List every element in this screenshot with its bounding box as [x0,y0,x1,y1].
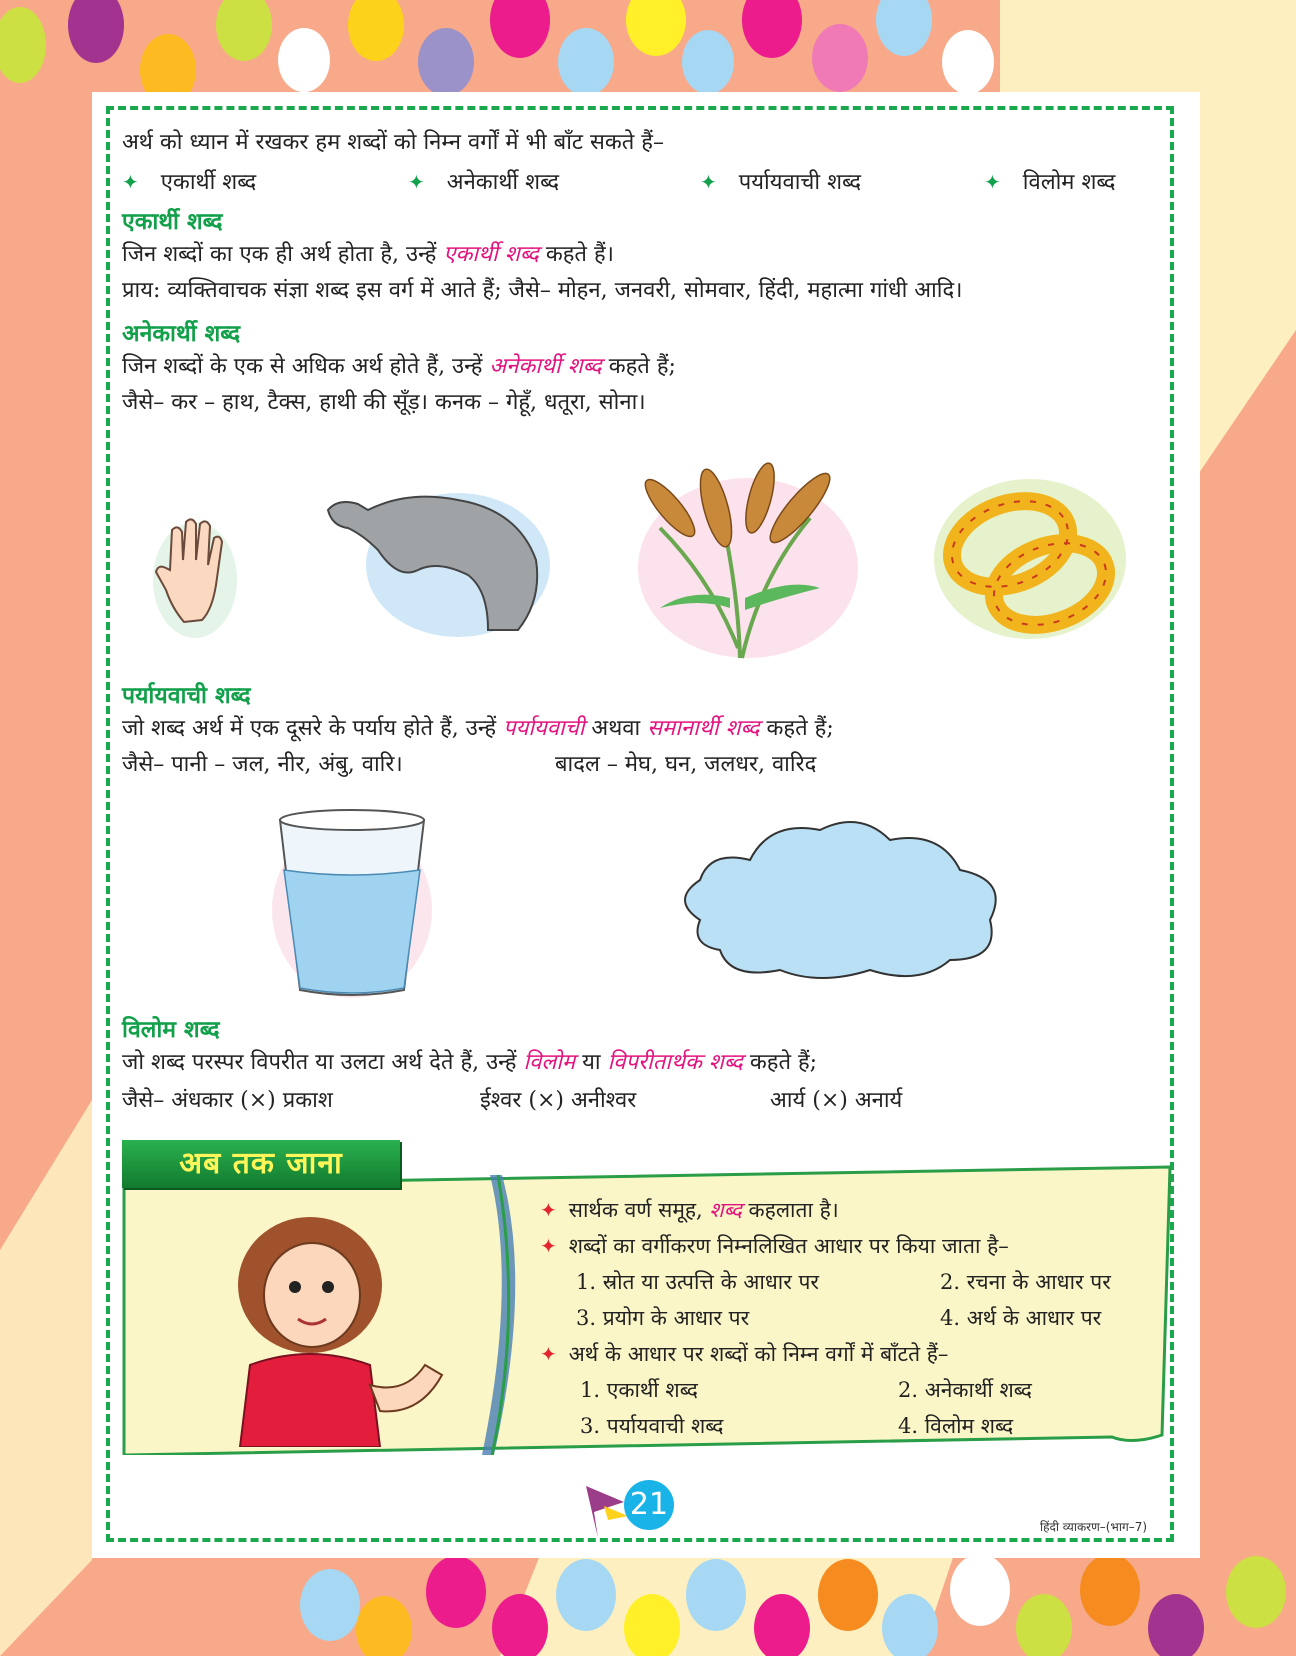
paryayvachi-definition: जो शब्द अर्थ में एक दूसरे के पर्याय होते हैं, उन्हें पर्यायवाची अथवा समानार्थी शब्द कहते हैं; [122,716,834,741]
wheat-illustration [620,448,876,664]
recap-point-2-item-3: 3. प्रयोग के आधार पर [576,1306,750,1330]
paryayvachi-example-1: जैसे– पानी – जल, नीर, अंबु, वारि। [122,752,403,777]
hand-illustration [150,510,240,640]
category-2: ✦ अनेकार्थी शब्द [408,170,560,195]
heading-ekarthi: एकार्थी शब्द [122,208,223,235]
page-ribbon-icon [584,1486,628,1538]
star-bullet-icon: ✦ [408,170,425,194]
heading-anekarthi: अनेकार्थी शब्द [122,320,241,347]
paryayvachi-example-2: बादल – मेघ, घन, जलधर, वारिद [555,752,817,777]
heading-vilom: विलोम शब्द [122,1016,220,1043]
recap-point-3-item-3: 3. पर्यायवाची शब्द [580,1414,724,1438]
page-number: 21 [624,1480,674,1530]
ekarthi-example: प्राय: व्यक्तिवाचक संज्ञा शब्द इस वर्ग में आते हैं; जैसे– मोहन, जनवरी, सोमवार, हिंदी, महात्मा गांधी आदि। [122,278,963,303]
category-4: ✦ विलोम शब्द [984,170,1116,195]
recap-point-2-item-4: 4. अर्थ के आधार पर [940,1306,1102,1330]
category-3: ✦ पर्यायवाची शब्द [700,170,862,195]
recap-point-3: ✦ अर्थ के आधार पर शब्दों को निम्न वर्गों में बाँटते हैं– [540,1342,949,1366]
water-glass-illustration [268,800,436,1000]
star-bullet-icon: ✦ [700,170,717,194]
recap-point-2: ✦ शब्दों का वर्गीकरण निम्नलिखित आधार पर किया जाता है– [540,1234,1009,1258]
recap-point-3-item-4: 4. विलोम शब्द [898,1414,1014,1438]
vilom-example-3: आर्य (×) अनार्य [770,1088,903,1113]
ekarthi-definition: जिन शब्दों का एक ही अर्थ होता है, उन्हें एकार्थी शब्द कहते हैं। [122,242,614,267]
elephant-trunk-illustration [318,480,550,640]
intro-text: अर्थ को ध्यान में रखकर हम शब्दों को निम्न वर्गों में भी बाँट सकते हैं– [122,130,664,155]
recap-point-2-item-1: 1. स्रोत या उत्पत्ति के आधार पर [576,1270,819,1294]
red-star-bullet-icon: ✦ [540,1198,557,1222]
girl-illustration [220,1215,450,1447]
recap-point-2-item-2: 2. रचना के आधार पर [940,1270,1111,1294]
category-1: ✦ एकार्थी शब्द [122,170,257,195]
red-star-bullet-icon: ✦ [540,1342,557,1366]
vilom-example-2: ईश्वर (×) अनीश्वर [480,1088,637,1113]
anekarthi-definition: जिन शब्दों के एक से अधिक अर्थ होते हैं, उन्हें अनेकार्थी शब्द कहते हैं; [122,354,676,379]
heading-paryayvachi: पर्यायवाची शब्द [122,682,251,709]
recap-point-3-item-2: 2. अनेकार्थी शब्द [898,1378,1032,1402]
footer-book-title: हिंदी व्याकरण–(भाग–7) [1040,1520,1148,1534]
red-star-bullet-icon: ✦ [540,1234,557,1258]
recap-title: अब तक जाना [122,1140,400,1188]
recap-point-1: ✦ सार्थक वर्ण समूह, शब्द कहलाता है। [540,1198,839,1222]
star-bullet-icon: ✦ [122,170,139,194]
anekarthi-example: जैसे– कर – हाथ, टैक्स, हाथी की सूँड़। कनक – गेहूँ, धतूरा, सोना। [122,390,646,415]
vilom-definition: जो शब्द परस्पर विपरीत या उलटा अर्थ देते हैं, उन्हें विलोम या विपरीतार्थक शब्द कहते हैं; [122,1050,818,1075]
bangles-illustration [930,474,1130,644]
recap-point-3-item-1: 1. एकार्थी शब्द [580,1378,698,1402]
vilom-example-1: जैसे– अंधकार (×) प्रकाश [122,1088,333,1113]
star-bullet-icon: ✦ [984,170,1001,194]
cloud-illustration [670,810,1014,986]
